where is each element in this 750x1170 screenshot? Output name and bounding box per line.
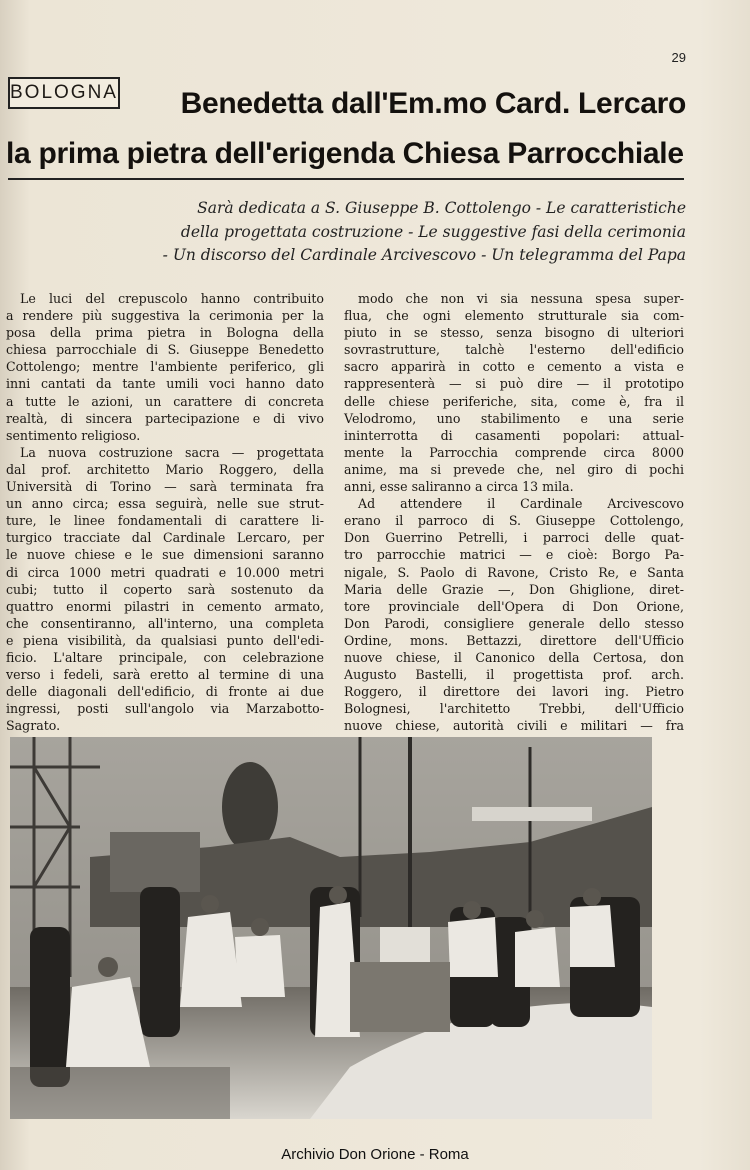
article-line: Velodromo, uno stabilimento e una serie bbox=[344, 410, 684, 426]
article-line: erano il parroco di S. Giuseppe Cottolengo, bbox=[344, 513, 684, 529]
article-line: mente la Parrocchia comprende circa 8000 bbox=[344, 444, 684, 460]
article-paragraph bbox=[6, 444, 324, 735]
article-line: Università di Torino — sarà terminata fra bbox=[6, 479, 324, 495]
article-line: a tutte le azioni, un carattere di concreta bbox=[6, 393, 324, 409]
archive-credit: Archivio Don Orione - Roma bbox=[281, 1146, 469, 1163]
headline-line-1: Benedetta dall'Em.mo Card. Lercaro bbox=[180, 87, 686, 120]
article-line: verso i fedeli, sarà eretto al termine di una bbox=[6, 667, 324, 683]
ceremony-photo-image bbox=[10, 737, 652, 1119]
article-line: Bolognesi, l'architetto Trebbi, dell'Ufficio bbox=[344, 701, 684, 717]
ceremony-photo bbox=[10, 737, 652, 1119]
article-line: le nuove chiese e le sue dimensioni saranno bbox=[6, 547, 324, 563]
article-paragraph bbox=[6, 290, 324, 444]
article-line: Sagrato. bbox=[6, 718, 61, 734]
article-line: realtà, di sincera partecipazione e di vivo bbox=[6, 410, 324, 426]
article-line: inni cantati da tante umili voci hanno dato bbox=[6, 376, 324, 392]
article-line: Cottolengo; mentre l'ambiente periferico, gli bbox=[6, 359, 324, 375]
article-line: cubi; tutto il coperto sarà sostenuto da bbox=[6, 581, 324, 597]
subtitle-line: della progettata costruzione - Le suggestive fasi della cerimonia bbox=[180, 222, 686, 241]
article-line: ture, le linee fondamentali di carattere li- bbox=[6, 513, 324, 529]
article-line: flua, che ogni elemento strutturale sia com- bbox=[344, 308, 684, 324]
subtitle bbox=[100, 197, 686, 268]
article-line: posa della prima pietra in Bologna della bbox=[6, 325, 324, 341]
section-tag: BOLOGNA bbox=[8, 77, 120, 109]
article-paragraph bbox=[344, 495, 684, 751]
article-line: Roggero, il direttore dei lavori ing. Pietro bbox=[344, 684, 684, 700]
article-line: tore provinciale dell'Opera di Don Orione, bbox=[344, 598, 684, 614]
article-line: ingressi, posti sull'angolo via Marzabotto- bbox=[6, 701, 324, 717]
article-line: delle diagonali dell'edificio, di fronte ai due bbox=[6, 684, 324, 700]
article-line: Don Guerrino Petrelli, i parroci delle quat- bbox=[344, 530, 684, 546]
article-line: nuove chiese, autorità civili e militari — fra bbox=[344, 718, 684, 734]
article-line: quattro enormi pilastri in cemento armato, bbox=[6, 598, 324, 614]
article-line: Augusto Bastelli, il progettista prof. arch. bbox=[344, 667, 684, 683]
article-line: sacro apparirà in cotto e cemento a vista e bbox=[344, 359, 684, 375]
article-line: di circa 1000 metri quadrati e 10.000 metri bbox=[6, 564, 324, 580]
article-line: chiesa parrocchiale di S. Giuseppe Benedetto bbox=[6, 342, 324, 358]
article-line: sovrastrutture, talchè l'esterno dell'edificio bbox=[344, 342, 684, 358]
article-line: nuove chiese, il Canonico della Certosa, don bbox=[344, 649, 684, 665]
subtitle-line: Sarà dedicata a S. Giuseppe B. Cottolengo - Le caratteristiche bbox=[197, 199, 686, 217]
article-line: anni, esse saliranno a circa 13 mila. bbox=[344, 479, 574, 495]
article-line: nigale, S. Paolo di Ravone, Cristo Re, e Santa bbox=[344, 564, 684, 580]
article-line: un anno circa; essa seguirà, nelle sue strut- bbox=[6, 496, 324, 512]
article-column-left bbox=[6, 290, 324, 752]
article-line: che consentiranno, all'interno, una completa bbox=[6, 615, 324, 631]
article-line: Don Parodi, consigliere generale dello stesso bbox=[344, 615, 684, 631]
article-line: ficio. L'altare principale, con celebrazione bbox=[6, 649, 324, 665]
article-line: Ordine, mons. Bettazzi, direttore dell'Ufficio bbox=[344, 632, 684, 648]
article-line: e piena visibilità, da qualsiasi punto dell'edi- bbox=[6, 632, 324, 648]
article-line: Le luci del crepuscolo hanno contribuito bbox=[20, 291, 324, 306]
article-line: Ad attendere il Cardinale Arcivescovo bbox=[358, 496, 684, 512]
article-line: rappresenterà — si può dire — il prototipo bbox=[344, 376, 684, 392]
article-line: ininterrotta di casamenti popolari: attual- bbox=[344, 427, 684, 443]
article-line: La nuova costruzione sacra — progettata bbox=[20, 444, 324, 460]
article-column-right bbox=[344, 290, 684, 752]
article-line: modo che non vi sia nessuna spesa super- bbox=[358, 291, 684, 306]
article-line: delle chiese periferiche, sita, come è, fra il bbox=[344, 393, 684, 409]
subtitle-line: - Un discorso del Cardinale Arcivescovo - Un telegramma del Papa bbox=[162, 246, 686, 264]
article-line: anime, ma si prevede che, nel giro di pochi bbox=[344, 461, 684, 477]
article-line: a rendere più suggestiva la cerimonia per la bbox=[6, 308, 324, 324]
article-line: tro parrocchie matrici — e cioè: Borgo Pa- bbox=[344, 547, 684, 563]
article-line: piuto in se stesso, senza bisogno di ulteriori bbox=[344, 325, 684, 341]
page-number: 29 bbox=[671, 50, 686, 65]
article-line: dal prof. architetto Mario Roggero, della bbox=[6, 461, 324, 477]
article-line: Maria delle Grazie —, Don Ghiglione, diret- bbox=[344, 581, 684, 597]
article-line: sentimento religioso. bbox=[6, 427, 141, 443]
article-line: turgico tracciate dal Cardinale Lercaro, per bbox=[6, 530, 324, 546]
article-paragraph bbox=[344, 290, 684, 495]
headline-line-2: la prima pietra dell'erigenda Chiesa Parrocchiale bbox=[6, 137, 684, 170]
headline-divider bbox=[8, 178, 684, 180]
